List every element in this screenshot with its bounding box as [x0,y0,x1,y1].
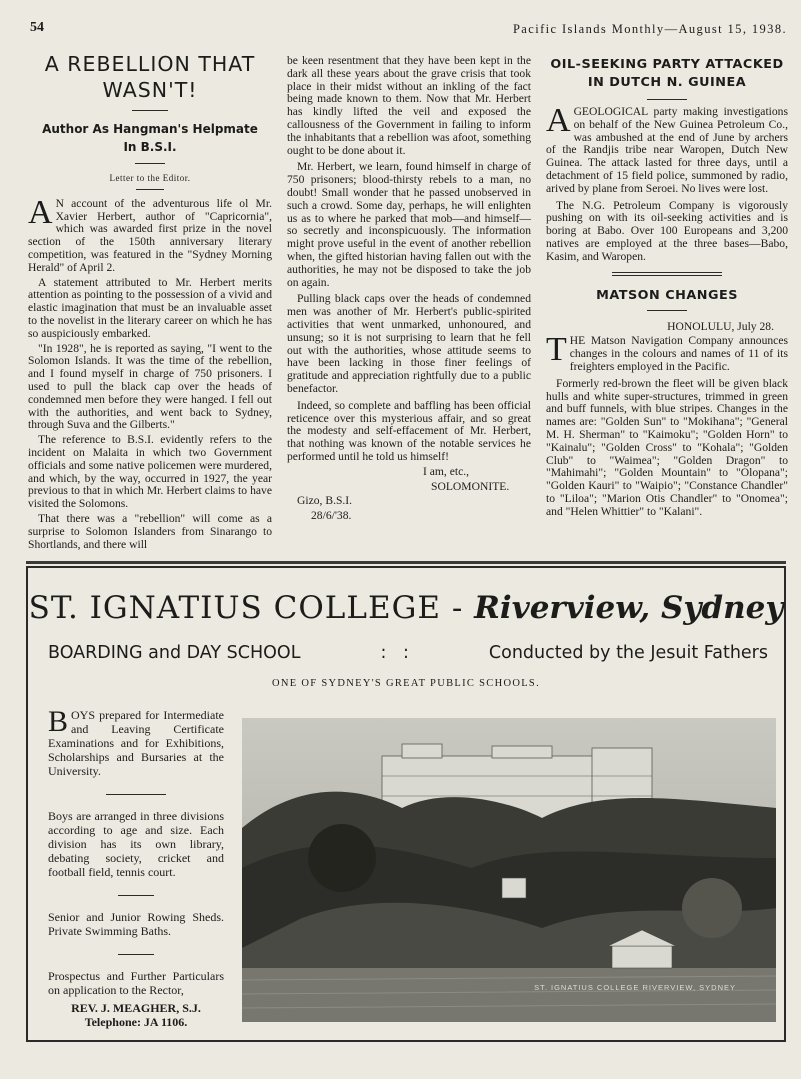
article-separator [612,275,722,276]
paragraph: Indeed, so complete and baffling has been official reticence over this mysterious affair, and so great the modesty and self-effacement of Mr. Herbert, that nothing was known of the notable services he performed until he told us himself! [287,398,531,463]
letter-rule [136,189,164,190]
article-rebellion-col1 [28,52,272,553]
drop-cap: T [546,331,567,369]
drop-cap: A [546,102,571,139]
photo-caption: ST. IGNATIUS COLLEGE RIVERVIEW, SYDNEY [534,983,736,992]
article-separator [612,272,722,273]
page-number: 54 [30,20,44,35]
article-title-line1: OIL-SEEKING PARTY ATTACKED [550,57,784,72]
ad-paragraph: Boys are arranged in three divisions according to age and size. Each division has its own library, debating society, cricket and football field, tennis court. [48,809,224,879]
paragraph: Formerly red-brown the fleet will be given black hulls and white super-structures, trimmed in green and buff funnels, with blue stripes. Changes in the names are: "Golden Sun" to "Mokihana"; "General M. H. Sherman" to "Kaimoku"; "Golden Horn" to "Kainalu"; "Golden Cross" to "Kohala"; "Golden Club" to "Waimea"; "Golden Dragon" to "Mahimahi"; "Golden Mountain" to "Olopana"; "Golden Kauri" to "Waipio"; "Constance Chandler" to "Liloa"; "Marion Otis Chandler" to "Onomea"; and "Helen Whittier" to "Kalani". [546,376,788,518]
ad-rule [118,895,154,896]
paragraph: AGEOLOGICAL party making investigations on behalf of the New Guinea Petroleum Co., was ambushed at the end of June by archers of the Randjis tribe near Waropen, Dutch New Guinea. The attack lasted for three days, until a detachment of 15 field police, summoned by radio, arived by plane from Seroei. No lives were lost. [546,102,788,195]
advertisement-riverview [26,566,786,1042]
article-title-line2: IN DUTCH N. GUINEA [587,75,747,90]
paragraph: Pulling black caps over the heads of condemned men was another of Mr. Herbert's public-spirited activities that went unmarked, unhonoured, and unsung; so it is not surprising to learn that he fell out with the authorities, whose attitude seems to have been lacking in those finer feelings of gratitude and appreciation rightfully due to a public benefactor. [287,292,531,395]
article-rebellion-col2 [287,55,531,525]
ad-subtitle [48,643,768,663]
ad-subtitle-left: BOARDING and DAY SCHOOL [48,643,301,663]
paragraph: be keen resentment that they have been kept in the dark all these years about the grave crisis that took place in their midst without an inkling of the fact being made known to them. Now that Mr. Herbert has kindly lifted the veil and exposed the callousness of the Government in failing to inform the inhabitants that a rebellion was afoot, something ought to be done about it. [287,54,531,157]
paragraph: A N account of the adventurous life ol Mr. Xavier Herbert, author of "Capricornia", which was awarded first prize in the novel section of the 150th anniversary literary competition, was featured in the "Sydney Morning Herald" of April 2. [28,193,272,274]
letter-place: Gizo, B.S.I. [297,494,353,508]
ad-subtitle-mid: : : [380,643,409,663]
letter-date: 28/6/'38. [311,509,352,523]
paragraph: A statement attributed to Mr. Herbert merits attention as pointing to the possession of a vivid and elastic imagination that must be an invaluable asset to the novelist in the literary career on which he has so auspiciously embarked. [28,275,272,340]
article-subtitle-line2: In B.S.I. [123,140,177,154]
paragraph: That there was a "rebellion" will come as a surprise to Solomon Islanders from Sinarango to Shortlands, and there will [28,511,272,551]
article-title-line2: WASN'T! [102,78,198,102]
article-title-line1: A REBELLION THAT [44,52,256,76]
subtitle-rule [135,163,165,164]
running-head: Pacific Islands Monthly—August 15, 1938. [512,22,787,36]
section-divider [26,561,786,564]
paragraph: THE Matson Navigation Company announces changes in the colours and names of 11 of its freighters employed in the Pacific. [546,331,788,373]
ad-text-block [48,705,224,1029]
letter-closing: I am, etc., [423,464,470,478]
title-rule [132,110,168,111]
article-oil-col3 [546,57,788,521]
letter-label: Letter to the Editor. [109,173,191,183]
drop-cap: B [48,705,69,738]
ad-rector: REV. J. MEAGHER, S.J. [71,1001,201,1015]
paragraph: The N.G. Petroleum Company is vigorously pushing on with its oil-seeking activities and is boring at Babo. Over 100 Europeans and 3,200 natives are employed at the three bases—Babo, Kasim, and Waropen. [546,198,788,263]
college-photograph [242,718,776,1022]
college-photo-illustration [242,718,776,1022]
title-rule [647,99,687,100]
paragraph: The reference to B.S.I. evidently refers to the incident on Malaita in which two Government officials and some native policemen were murdered, and which, by the way, occurred in 1927, the year previous to that in which Mr. Herbert claims to have visited the Solomons. [28,433,272,511]
article-subtitle-line1: Author As Hangman's Helpmate [42,122,258,136]
ad-subtitle-right: Conducted by the Jesuit Fathers [488,643,768,663]
letter-signature: SOLOMONITE. [431,479,510,493]
drop-cap: A [28,193,53,231]
dateline: HONOLULU, July 28. [667,319,774,333]
title-rule [647,310,687,311]
paragraph: "In 1928", he is reported as saying, "I went to the Solomon Islands. It was the time of the rebellion, and I found myself in charge of 750 prisoners. I used to pull the black cap over the heads of condemned men before they were hanged. I fell out with the authorities, and went back to Sydney, through Suva and the Gilberts." [28,341,272,432]
ad-telephone: Telephone: JA 1106. [84,1015,188,1029]
ad-rule [118,954,154,955]
ad-tagline: ONE OF SYDNEY'S GREAT PUBLIC SCHOOLS. [272,678,540,689]
article-title: MATSON CHANGES [596,287,738,303]
paragraph: Mr. Herbert, we learn, found himself in charge of 750 prisoners; blood-thirsty rebels to a man, no doubt! Small wonder that he passed unobserved in such a crowd. Some day, perhaps, he will enlighten us as to where he parked that mob—and himself—so secretly and inconspicuously. The information might prove useful in the event of another rebellion when, the gifted historian having fallen out with the authorities, he may not be disposed to take the job on again. [287,160,531,289]
ad-paragraph: Prospectus and Further Particulars on application to the Rector, [48,969,224,997]
ad-paragraph: Senior and Junior Rowing Sheds. Private Swimming Baths. [48,910,224,938]
ad-title: ST. IGNATIUS COLLEGE - Riverview, Sydney [28,590,784,626]
ad-paragraph: BOYS prepared for Intermediate and Leaving Certificate Examinations and for Exhibitions, Scholarships and Bursaries at the University. [48,705,224,778]
ad-rule [106,794,166,795]
